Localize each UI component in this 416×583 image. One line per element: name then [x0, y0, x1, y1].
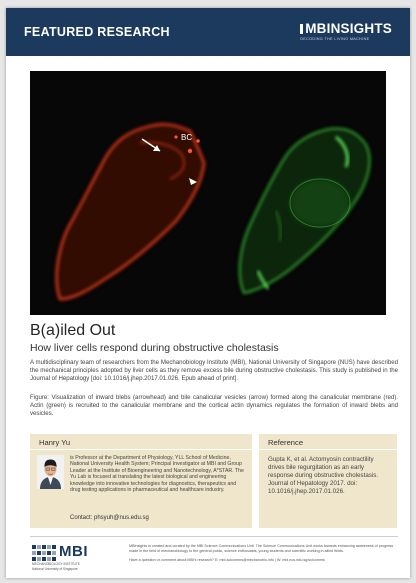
brand-mark-icon: [300, 24, 303, 34]
reference-heading: Reference: [268, 438, 304, 447]
header-bar: [6, 8, 410, 56]
section-title: FEATURED RESEARCH: [24, 25, 170, 39]
brand-name: MBINSIGHTS: [305, 21, 392, 36]
article-subtitle: How liver cells respond during obstructive cholestasis: [30, 342, 279, 354]
reference-box: [259, 434, 397, 528]
figure-label-bc: BC: [181, 133, 193, 142]
author-name: Hanry Yu: [39, 438, 71, 447]
mbi-logo: [32, 542, 112, 572]
article-paragraph: A multidisciplinary team of researchers from the Mechanobiology Institute (MBI), National University of Singapore (NUS) have described the mechanical principles adopted by liver cells as they remove excess bile during obstructive cholestasis. This study is published in the Journal of Hepatology [doi: 10.1016/j.jhep.2017.01.026. Epub ahead of print].: [30, 359, 398, 382]
author-photo: [37, 455, 64, 489]
reference-text: Gupta K, et al. Actomyosin contractility drives bile regurgitation as an early response during obstructive cholestasis. Journal of Hepatology 2017. doi: 10.1016/j.jhep.2017.01.026.: [268, 456, 379, 495]
footer-text: [129, 544, 399, 563]
brand-tagline: DECODING THE LIVING MACHINE: [300, 37, 370, 41]
microscopy-figure: [30, 71, 386, 315]
author-box: [30, 434, 252, 528]
mbi-logo-word: MBI: [59, 543, 88, 560]
mbi-logo-icon: [32, 545, 56, 561]
footer-about: MBInsights is created and curated by the MBI Science Communications Unit. The Science Communications Unit works towards enhancing awareness of progress made in the field of mechanobiology to the general public, science enthusiasts, young students and scientific working in allied fields.: [129, 544, 394, 553]
figure-caption: Figure: Visualization of inward blebs (arrowhead) and bile canalicular vesicles (arrow) formed along the canalicular membrane (red). Actin (green) is recruited to the canalicular membrane and the cortical actin dynamics regulates the formation of inward blebs and vesicles.: [30, 394, 398, 417]
newsletter-page: [6, 8, 410, 578]
author-bio: is Professor at the Department of Physiology, YLL School of Medicine, National University Health System; Principal Investigator at MBI and Group Leader at the Institute of Bioengineering and Nanotechnology, A*STAR. The Yu Lab is focused at translating the latest biological and engineering knowledge into innovative technologies for diagnostics, therapeutics and drug testing applications in pharmaceutical and healthcare industry.: [70, 455, 244, 494]
footer-contact: Have a question or comment about MBI's research? E: mbi-scicomms@mechanobio.info | W: mbi.nus.edu.sg/scicomms: [129, 558, 325, 562]
brand-logo: [300, 21, 392, 41]
mbi-logo-fullname: MECHANOBIOLOGY INSTITUTE: [32, 562, 80, 566]
author-contact: Contact: phsyuh@nus.edu.sg: [70, 515, 149, 521]
article-title: B(a)iled Out: [30, 322, 116, 339]
mbi-logo-nus: National University of Singapore: [32, 567, 78, 571]
footer-divider: [30, 536, 398, 537]
